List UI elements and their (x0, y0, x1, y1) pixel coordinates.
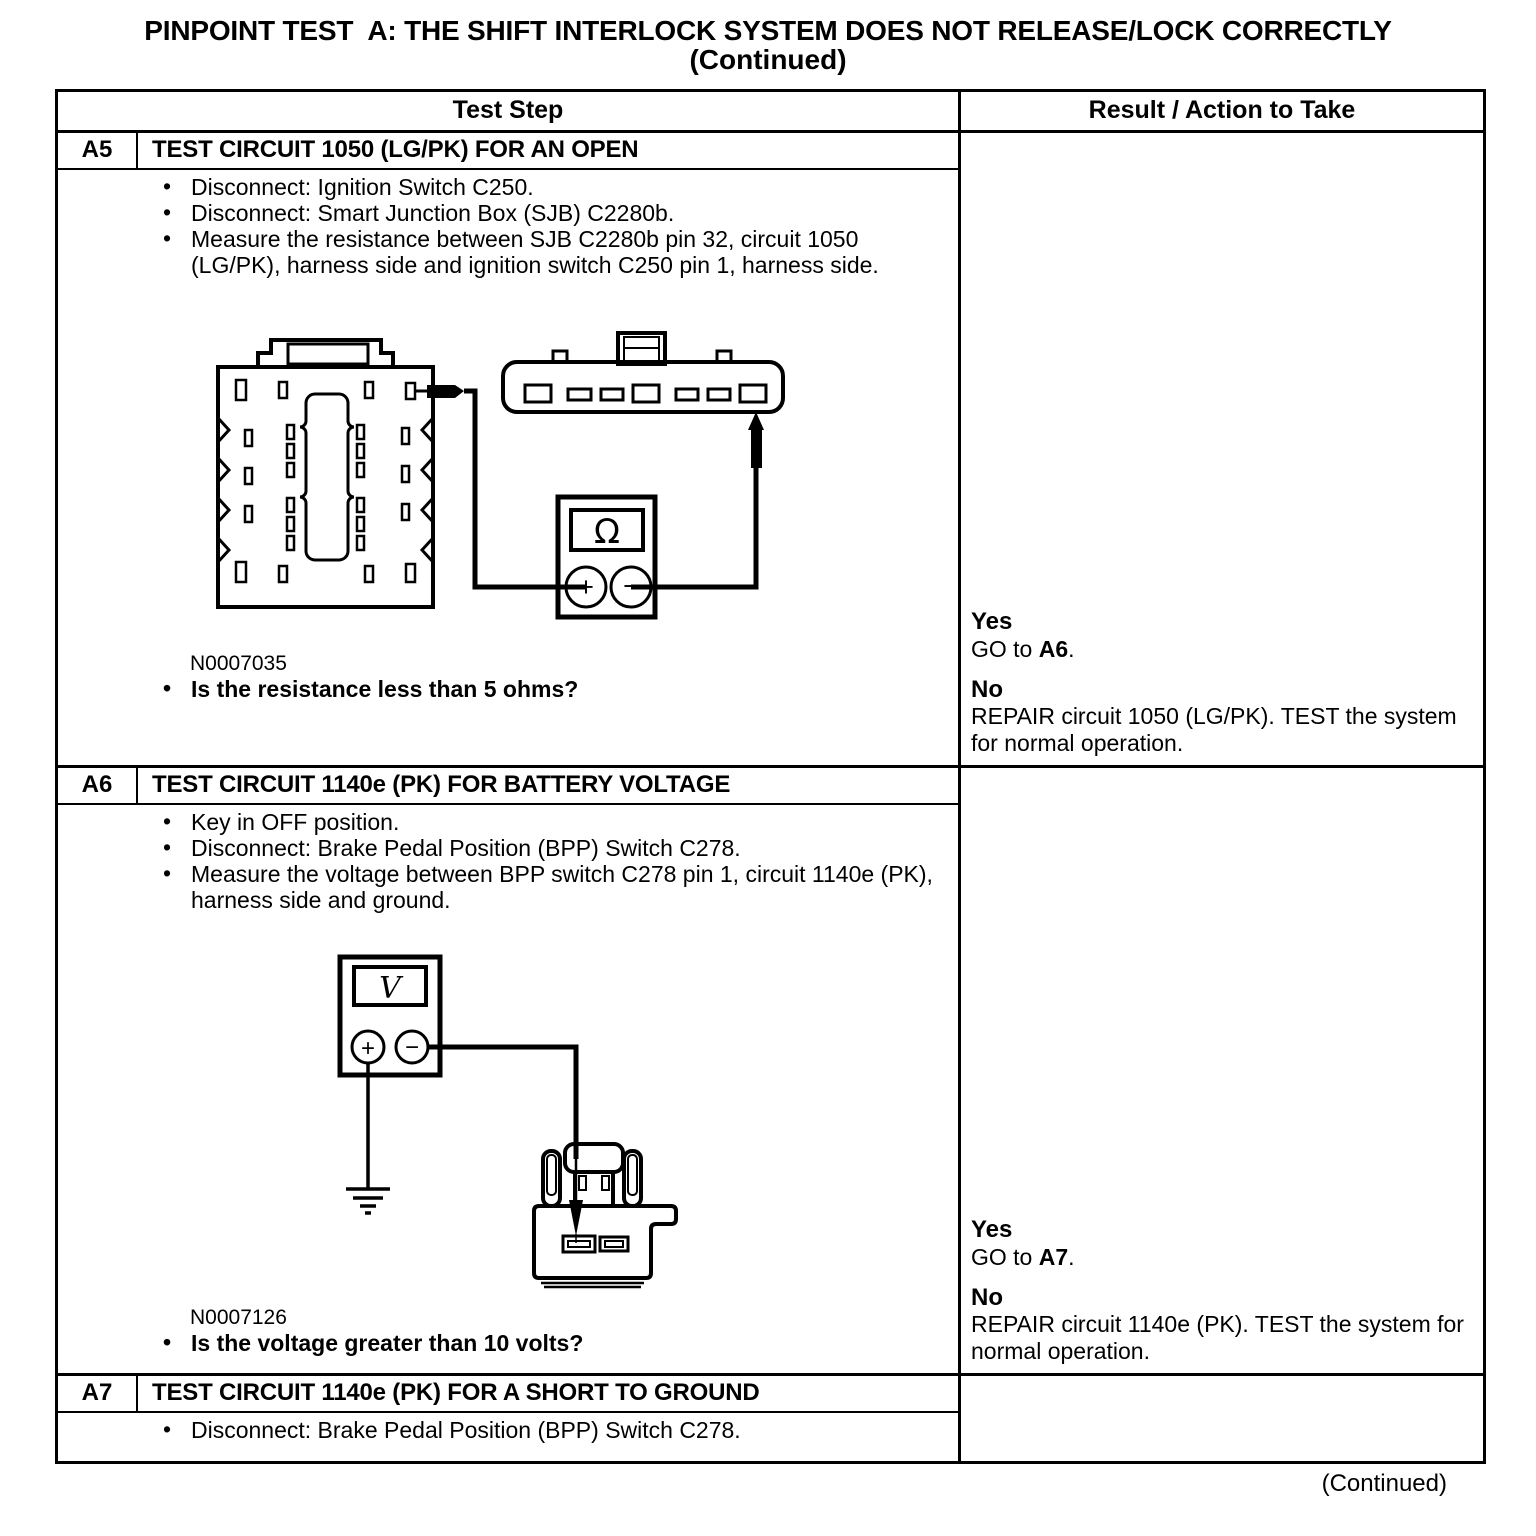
page-title: PINPOINT TEST A: THE SHIFT INTERLOCK SYSTEM DOES NOT RELEASE/LOCK CORRECTLY (144, 15, 1392, 46)
test-instruction: • Measure the resistance between SJB C2280b pin 32, circuit 1050 (LG/PK), harness side and ignition switch C250 pin 1, harness side. (158, 226, 934, 278)
test-instruction: • Disconnect: Brake Pedal Position (BPP) Switch C278. (158, 835, 934, 861)
no-label: No (971, 675, 1003, 703)
figure-caption: N0007126 (190, 1305, 287, 1329)
step-title-a5: TEST CIRCUIT 1050 (LG/PK) FOR AN OPEN (138, 130, 958, 170)
result-cell-a5 (958, 130, 1483, 765)
test-instruction: • Disconnect: Brake Pedal Position (BPP) Switch C278. (158, 1417, 934, 1443)
continued-note: (Continued) (1321, 1469, 1447, 1497)
yes-action: GO to A7. (971, 1243, 1075, 1270)
test-instruction: • Disconnect: Ignition Switch C250. (158, 174, 934, 200)
voltmeter-icon (340, 957, 440, 1075)
instruction-list (58, 809, 958, 914)
instruction-list (58, 174, 958, 279)
result-cell-a6 (958, 765, 1483, 1373)
step-title-a6: TEST CIRCUIT 1140e (PK) FOR BATTERY VOLTAGE (138, 765, 958, 805)
test-instruction: • Key in OFF position. (158, 809, 934, 835)
question-list (58, 1330, 958, 1356)
question-list (58, 676, 958, 702)
test-lead-wires (415, 385, 764, 587)
yes-label: Yes (971, 608, 1013, 636)
yes-action: GO to A6. (971, 635, 1075, 662)
ohmmeter-test-diagram (203, 330, 783, 640)
result-cell-a7 (958, 1373, 1483, 1461)
positive-terminal-label: + (360, 1034, 376, 1062)
volt-symbol: V (379, 970, 401, 1006)
test-instruction: • Measure the voltage between BPP switch C278 pin 1, circuit 1140e (PK), harness side and ground. (158, 861, 934, 913)
go-to-ref: A7 (1038, 1243, 1069, 1270)
positive-terminal-label: + (578, 571, 594, 602)
test-instruction: • Disconnect: Smart Junction Box (SJB) C2280b. (158, 200, 934, 226)
page-subtitle: (Continued) (689, 44, 847, 76)
ohm-symbol: Ω (594, 511, 620, 552)
instruction-list (58, 1417, 958, 1443)
step-title-a7: TEST CIRCUIT 1140e (PK) FOR A SHORT TO GROUND (138, 1373, 958, 1413)
yes-label: Yes (971, 1216, 1013, 1244)
ground-symbol-icon (346, 1063, 390, 1213)
bpp-switch-connector-icon (534, 1144, 676, 1287)
no-action: REPAIR circuit 1050 (LG/PK). TEST the system for normal operation. (971, 703, 1457, 757)
column-header-result: Result / Action to Take (958, 92, 1483, 130)
probe-arrow (748, 412, 764, 430)
probe-lead (428, 1047, 583, 1243)
step-question: • Is the voltage greater than 10 volts? (158, 1330, 934, 1356)
step-question: • Is the resistance less than 5 ohms? (158, 676, 934, 702)
ignition-switch-connector-icon (503, 333, 783, 412)
step-id-a7: A7 (58, 1373, 138, 1413)
step-body-a5 (58, 170, 958, 765)
step-body-a6 (58, 805, 958, 1373)
column-header-test-step: Test Step (452, 95, 564, 124)
pinpoint-test-table (55, 89, 1486, 1464)
negative-terminal-label: − (404, 1033, 420, 1061)
sjb-connector-icon (218, 340, 433, 607)
voltmeter-test-diagram (323, 944, 743, 1294)
ohmmeter-icon (558, 497, 655, 617)
probe-tip (569, 1200, 583, 1236)
figure-caption: N0007035 (190, 651, 287, 675)
no-action: REPAIR circuit 1140e (PK). TEST the system for normal operation. (971, 1311, 1464, 1365)
probe-tip (427, 385, 464, 398)
no-label: No (971, 1283, 1003, 1311)
step-id-a5: A5 (58, 130, 138, 170)
negative-terminal-label: − (623, 570, 639, 601)
step-id-a6: A6 (58, 765, 138, 805)
step-body-a7 (58, 1413, 958, 1461)
go-to-ref: A6 (1038, 635, 1069, 662)
